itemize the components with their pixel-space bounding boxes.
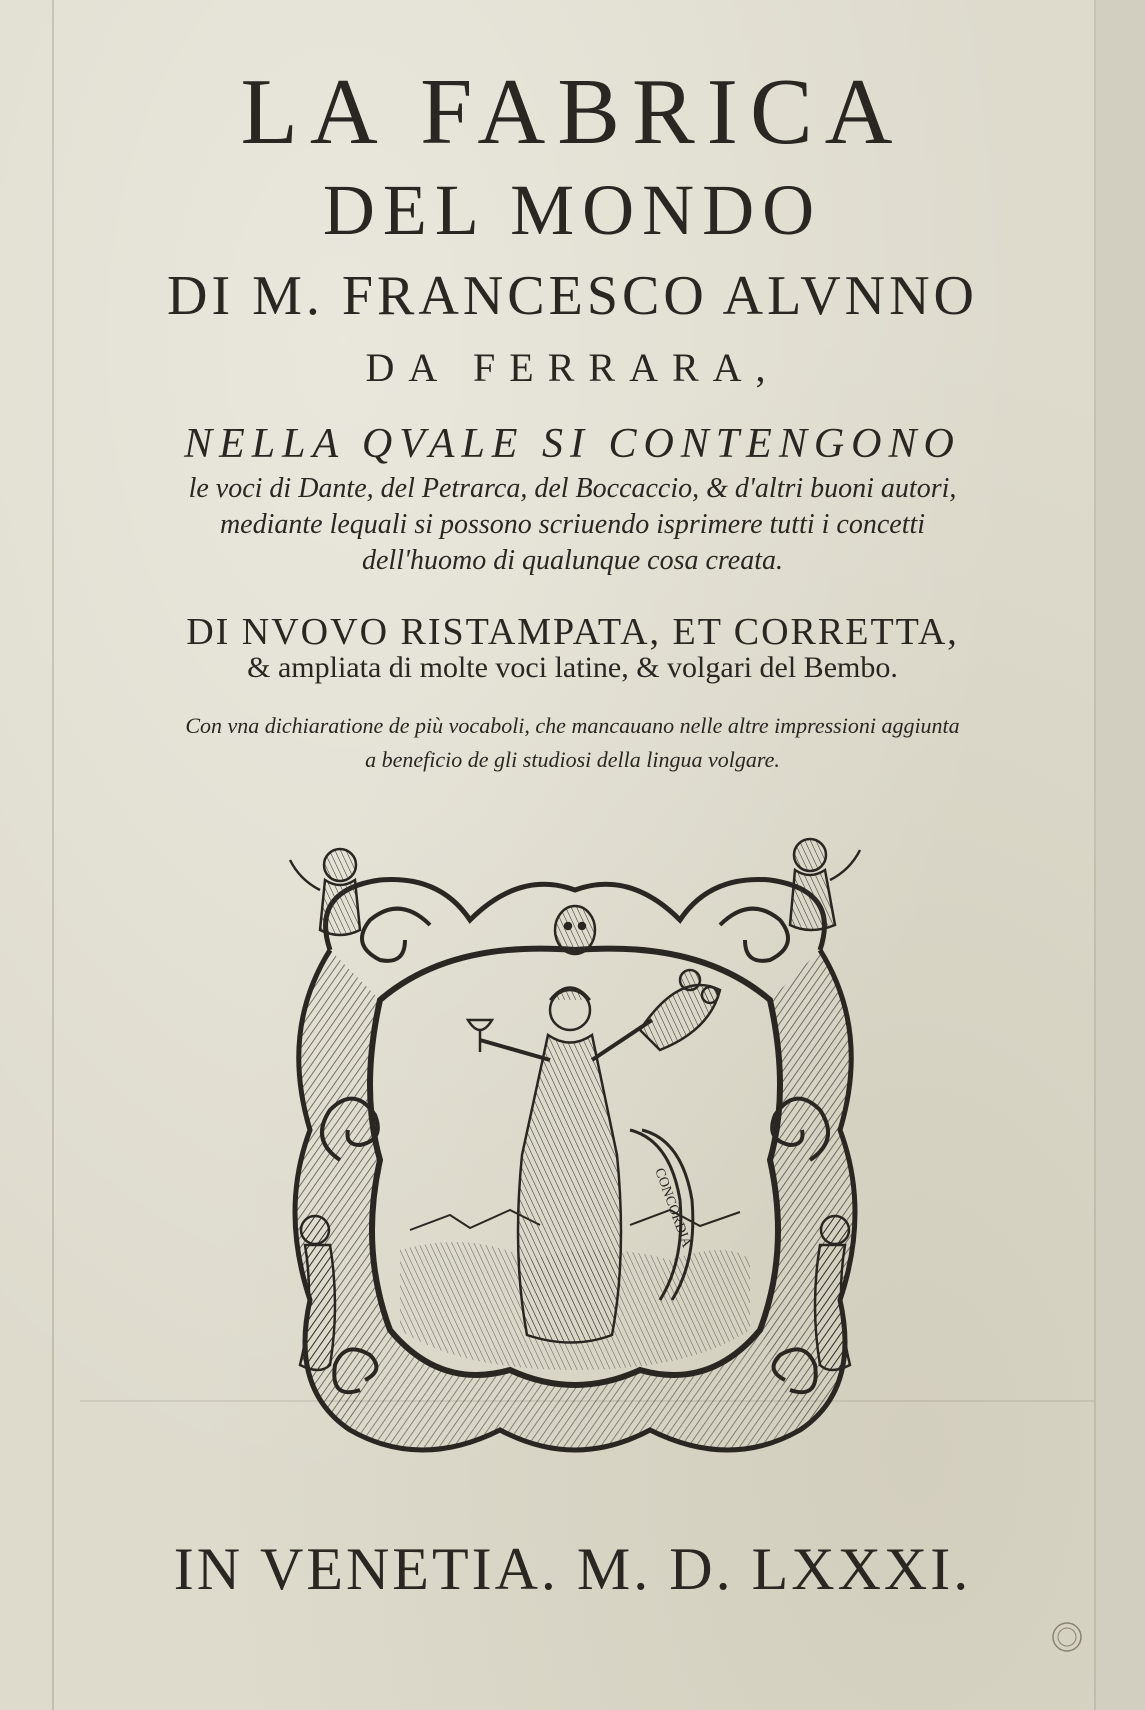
woodcut-printers-device bbox=[270, 830, 880, 1480]
note-line-1: Con vna dichiaratione de più vocaboli, che mancauano nelle altre impressioni aggiunta bbox=[185, 713, 960, 738]
author-line: DI M. FRANCESCO ALVNNO bbox=[167, 265, 978, 327]
subtitle-line-1: NELLA QVALE SI CONTENGONO bbox=[184, 421, 961, 467]
title-line-1: LA FABRICA bbox=[240, 60, 905, 164]
subtitle-line-3: mediante lequali si possono scriuendo isprimere tutti i concetti bbox=[219, 509, 926, 540]
mask-ornament bbox=[555, 906, 595, 954]
cornucopia bbox=[640, 970, 720, 1050]
imprint-line: IN VENETIA. M. D. LXXXI. bbox=[173, 1536, 972, 1602]
title-line-2: DEL MONDO bbox=[322, 170, 823, 250]
putto-right bbox=[790, 839, 860, 930]
paper-seam-right bbox=[1094, 0, 1096, 1710]
paper-seam-left bbox=[52, 0, 54, 1710]
edition-line-2: & ampliata di molte voci latine, & volgari del Bembo. bbox=[247, 651, 898, 684]
paper-strip-right bbox=[1096, 0, 1145, 1710]
library-stamp bbox=[1050, 1620, 1084, 1654]
putto-left bbox=[290, 849, 360, 935]
note-line-2: a beneficio de gli studiosi della lingua volgare. bbox=[365, 747, 780, 772]
edition-line-1: DI NVOVO RISTAMPATA, ET CORRETTA, bbox=[186, 611, 959, 653]
author-origin-line: DA FERRARA, bbox=[365, 345, 780, 390]
subtitle-line-2: le voci di Dante, del Petrarca, del Boccaccio, & d'altri buoni autori, bbox=[188, 473, 957, 504]
subtitle-line-4: dell'huomo di qualunque cosa creata. bbox=[362, 545, 783, 576]
banner-text: CONCORDIA bbox=[651, 1166, 694, 1250]
